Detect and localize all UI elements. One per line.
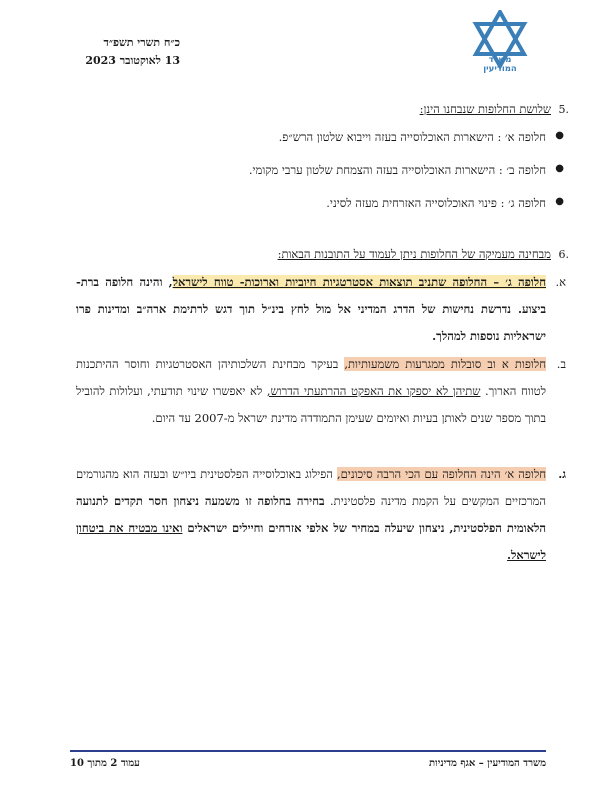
highlighted-text: חלופה ג׳ – החלופה שתניב תוצאות אסטרטגיות חיוביות וארוכות- טווח לישראל (172, 275, 546, 289)
logo-text-line-1: משרד (488, 55, 512, 65)
section-5-title: שלושת החלופות שנבחנו הינן: (419, 102, 551, 116)
underlined-text: שתיהן לא יספקו את האפקט ההרתעתי הדרוש, (266, 384, 481, 398)
org-logo-text (466, 56, 534, 74)
item-text: לא יאפשרו שינוי תודעתי, ועלולות להוביל בתוך מספר שנים לאותן בעיות ואיומים שעימן התמודדה מדינת ישראל מ-2007 עד היום. (76, 384, 546, 425)
section-6-number: 6. (558, 248, 569, 261)
section-6-title: מבחינה מעמיקה של החלופות ניתן לעמוד על התובנות הבאות: (277, 247, 551, 261)
bullet-icon: ● (555, 130, 564, 141)
bullet-icon: ● (555, 196, 564, 207)
bold-underlined-text: ואינו מבטיח את ביטחון לישראל. (76, 521, 546, 562)
bullet-icon: ● (555, 163, 564, 174)
bullet-item (86, 163, 564, 177)
item-letter: א. (555, 275, 566, 289)
insight-a (76, 269, 566, 350)
insight-c (76, 461, 566, 569)
logo-text-line-2: המודיעין (483, 64, 517, 74)
footer-org: משרד המודיעין – אגף מדיניות (429, 758, 546, 769)
bold-text: בחירה בחלופה זו משמעה ניצחון חסר תקדים לתנועה הלאומית הפלסטינית, ניצחון שיעלה במחיר של אלפי אזרחים וחיילים ישראלים (76, 494, 546, 535)
bullet-text: חלופה ג׳ : פינוי האוכלוסייה האזרחית מעזה לסיני. (326, 196, 546, 210)
highlighted-text: חלופות א וב סובלות ממגרעות משמעותיות, (344, 357, 546, 371)
item-text: , והינה חלופה ברת- ביצוע. נדרשת נחישות של הדרג המדיני אל מול לחץ בינ״ל תוך דגש לרתימת ארה״ב ומדינות פרו ישראליות נוספות למהלך. (76, 275, 546, 343)
item-letter: ג. (558, 467, 566, 481)
footer-divider (70, 750, 546, 752)
hebrew-date: כ״ח תשרי תשפ״ד (103, 36, 180, 49)
gregorian-date: 13 לאוקטובר 2023 (85, 54, 180, 67)
bullet-text: חלופה א׳ : הישארות האוכלוסייה בעזה וייבוא שלטון הרש״פ. (278, 130, 546, 144)
section-5-number: 5. (558, 103, 569, 116)
insight-b (76, 351, 566, 432)
bullet-item (86, 130, 564, 144)
date-block (70, 34, 180, 70)
footer-page-number: עמוד 2 מתוך 10 (70, 758, 140, 769)
item-letter: ב. (556, 357, 566, 371)
bullet-item (86, 196, 564, 210)
highlighted-text: חלופה א׳ הינה החלופה עם הכי הרבה סיכונים, (336, 467, 546, 481)
item-text: הפילוג באוכלוסייה הפלסטינית ביו״ש ובעזה הוא מהגורמים המרכזיים המקשים על הקמת מדינה פלסטינית. (76, 467, 546, 508)
item-text: בעיקר מבחינת השלכותיהן האסטרטגיות וחוסר ההיתכנות לטווח הארוך. (76, 357, 546, 398)
bullet-text: חלופה ב׳ : הישארות האוכלוסייה בעזה והצמחת שלטון ערבי מקומי. (248, 163, 546, 177)
